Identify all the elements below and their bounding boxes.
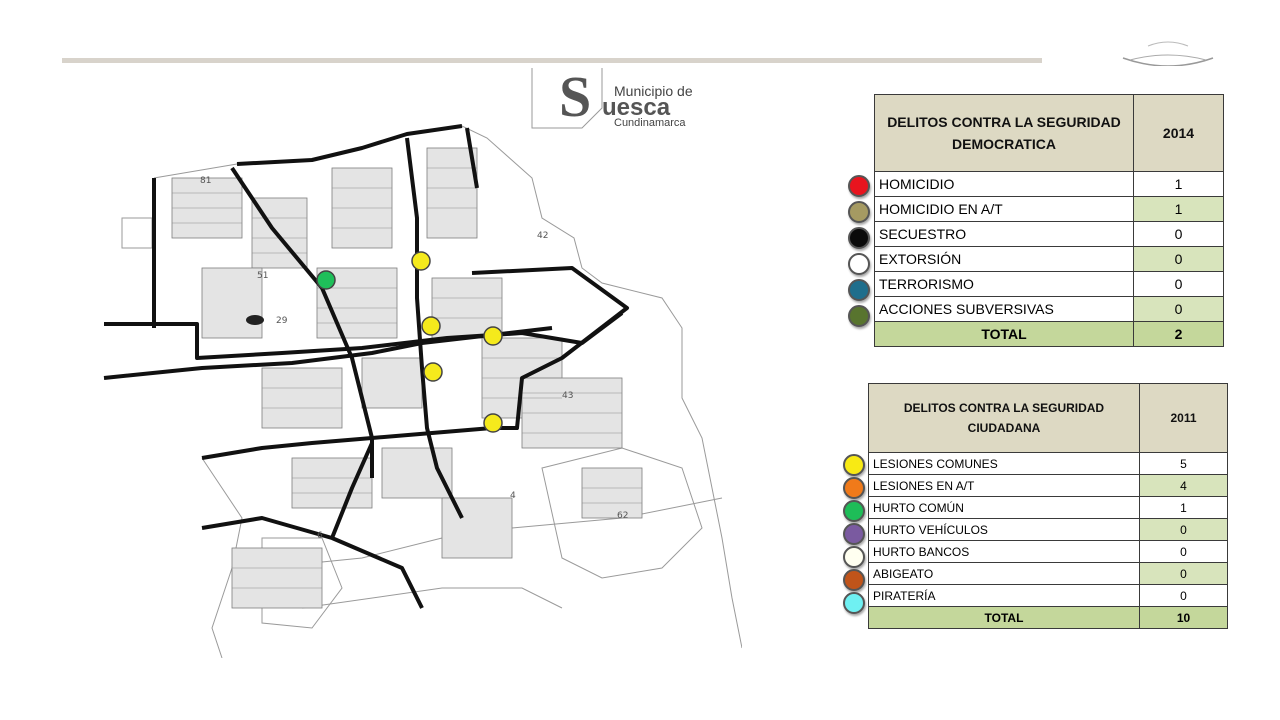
table2-row — [869, 475, 1228, 497]
legend-color-dot — [848, 175, 870, 197]
block-number: 43 — [562, 391, 574, 401]
table2-row — [869, 497, 1228, 519]
table1-row-value: 1 — [1134, 197, 1224, 222]
table2-row — [869, 563, 1228, 585]
table1-row — [875, 297, 1224, 322]
legend-color-dot — [843, 523, 865, 545]
block-number: 51 — [257, 271, 269, 281]
table1-row-label: SECUESTRO — [875, 222, 1134, 247]
map-marker-yellow[interactable] — [412, 252, 430, 270]
table1-row — [875, 222, 1224, 247]
logo-big-s: S — [559, 68, 592, 129]
table2-row-label: HURTO VEHÍCULOS — [869, 519, 1140, 541]
table1-row-label: TERRORISMO — [875, 272, 1134, 297]
table2-row-value: 1 — [1140, 497, 1228, 519]
top-divider-bar — [62, 58, 1042, 63]
table2-row-label: HURTO BANCOS — [869, 541, 1140, 563]
table2-year: 2011 — [1140, 384, 1228, 453]
map-plaza-marker — [246, 315, 264, 325]
legend-color-dot — [843, 546, 865, 568]
table2-row — [869, 453, 1228, 475]
legend-color-dot — [848, 279, 870, 301]
block-number: 29 — [276, 316, 288, 326]
block-number: 81 — [200, 176, 212, 186]
table-seguridad-ciudadana — [868, 383, 1228, 629]
table1-row-label: HOMICIDIO — [875, 172, 1134, 197]
block-number: 6 — [317, 531, 323, 541]
legend-color-dot — [848, 253, 870, 275]
map-marker-yellow[interactable] — [484, 414, 502, 432]
table2-row-label: HURTO COMÚN — [869, 497, 1140, 519]
table1-year: 2014 — [1134, 95, 1224, 172]
map-marker-green[interactable] — [317, 271, 335, 289]
table2-row-label: LESIONES EN A/T — [869, 475, 1140, 497]
table2-row-label: PIRATERÍA — [869, 585, 1140, 607]
table1-row — [875, 272, 1224, 297]
table1-title: DELITOS CONTRA LA SEGURIDAD DEMOCRATICA — [875, 95, 1134, 172]
legend-color-dot — [843, 454, 865, 476]
town-map — [62, 68, 742, 658]
table1-total-label: TOTAL — [875, 322, 1134, 347]
table-seguridad-democratica — [874, 94, 1224, 347]
map-marker-yellow[interactable] — [422, 317, 440, 335]
map-marker-yellow[interactable] — [484, 327, 502, 345]
table1-row-value: 1 — [1134, 172, 1224, 197]
block-number: 42 — [537, 231, 549, 241]
legend-color-dot — [848, 201, 870, 223]
logo-line1: Municipio de — [614, 83, 693, 99]
table1-row-label: HOMICIDIO EN A/T — [875, 197, 1134, 222]
table1-row-value: 0 — [1134, 222, 1224, 247]
legend-color-dot — [843, 500, 865, 522]
table2-row-value: 0 — [1140, 563, 1228, 585]
table1-row — [875, 247, 1224, 272]
block-number: 4 — [510, 491, 516, 501]
legend-color-dot — [843, 569, 865, 591]
table1-row — [875, 172, 1224, 197]
table2-row — [869, 585, 1228, 607]
table1-row-label: ACCIONES SUBVERSIVAS — [875, 297, 1134, 322]
table2-row-label: ABIGEATO — [869, 563, 1140, 585]
table1-row-label: EXTORSIÓN — [875, 247, 1134, 272]
table1-row-value: 0 — [1134, 247, 1224, 272]
legend-color-dot — [843, 477, 865, 499]
table2-title: DELITOS CONTRA LA SEGURIDAD CIUDADANA — [869, 384, 1140, 453]
block-number: 62 — [617, 511, 629, 521]
table2-row-value: 0 — [1140, 585, 1228, 607]
logo-line3: Cundinamarca — [614, 117, 686, 129]
legend-color-dot — [843, 592, 865, 614]
table2-row-value: 4 — [1140, 475, 1228, 497]
table1-row — [875, 197, 1224, 222]
legend-color-dot — [848, 227, 870, 249]
table2-row — [869, 519, 1228, 541]
coat-of-arms-seal — [1118, 40, 1218, 66]
table2-row — [869, 541, 1228, 563]
table1-total-value: 2 — [1134, 322, 1224, 347]
legend-color-dot — [848, 305, 870, 327]
logo-line2: uesca — [602, 94, 671, 121]
map-marker-yellow[interactable] — [424, 363, 442, 381]
table2-row-value: 0 — [1140, 519, 1228, 541]
table2-total-value: 10 — [1140, 607, 1228, 629]
table1-total-row — [875, 322, 1224, 347]
table2-row-value: 5 — [1140, 453, 1228, 475]
table2-total-row — [869, 607, 1228, 629]
table1-row-value: 0 — [1134, 272, 1224, 297]
table2-row-value: 0 — [1140, 541, 1228, 563]
table2-row-label: LESIONES COMUNES — [869, 453, 1140, 475]
table1-row-value: 0 — [1134, 297, 1224, 322]
table2-total-label: TOTAL — [869, 607, 1140, 629]
